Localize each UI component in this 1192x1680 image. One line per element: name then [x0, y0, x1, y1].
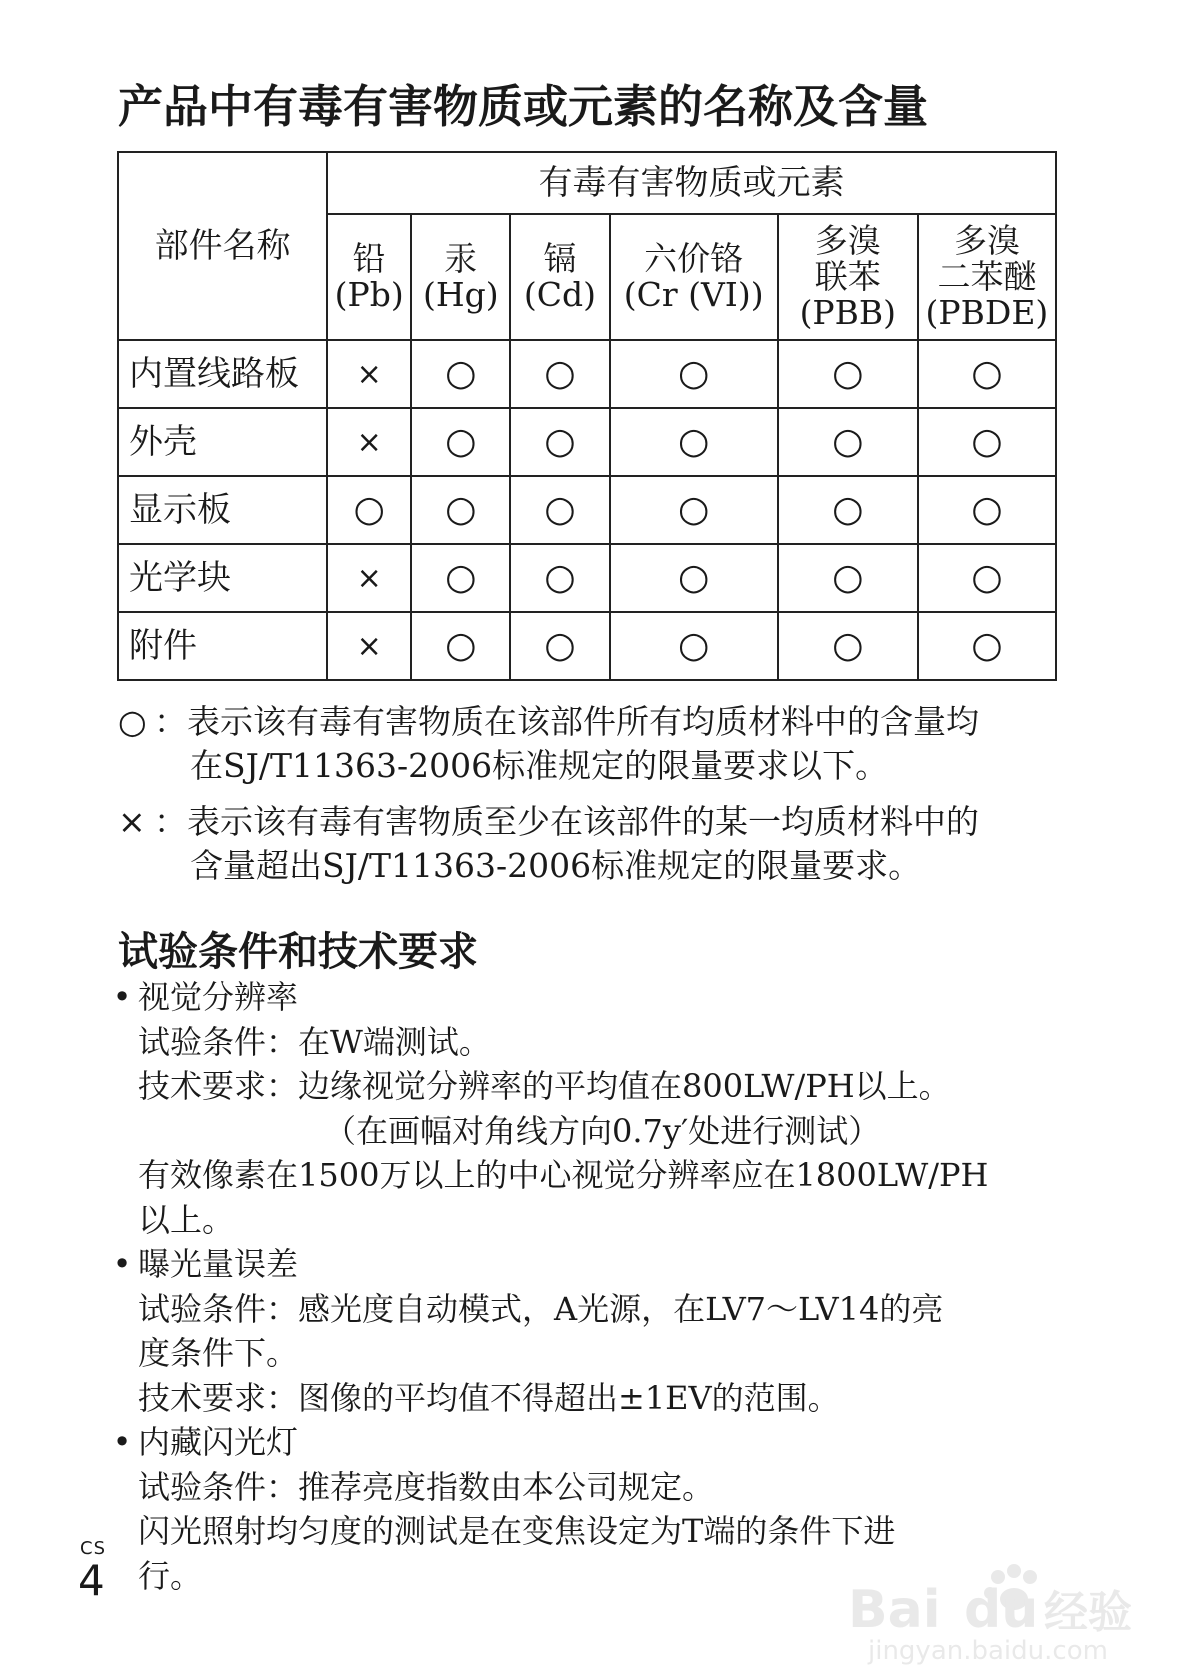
- column-name: 联苯: [814, 257, 881, 296]
- mark-cell: [610, 340, 778, 408]
- mark-cell: [510, 408, 609, 476]
- column-header-hg: [411, 214, 510, 340]
- column-name: 二苯醚: [937, 257, 1037, 296]
- mark-cell: [327, 340, 411, 408]
- spec-line: 技术要求：图像的平均值不得超出±1EV的范围。: [138, 1378, 840, 1417]
- cross-mark: ×: [356, 561, 382, 596]
- spec-line: 闪光照射均匀度的测试是在变焦设定为T端的条件下进: [138, 1512, 896, 1550]
- column-symbol: (PBB): [799, 293, 897, 332]
- mark-cell: [327, 476, 411, 544]
- column-header-pb: [327, 214, 411, 340]
- spec-line: （在画幅对角线方向0.7y′处进行测试）: [324, 1111, 881, 1150]
- mark-cell: [778, 476, 918, 544]
- mark-cell: [778, 408, 918, 476]
- bullet: •: [112, 1423, 132, 1461]
- circle-mark: ○: [353, 489, 385, 530]
- svg-text:经验: 经验: [1044, 1587, 1132, 1638]
- circle-mark: ○: [832, 557, 864, 598]
- mark-cell: [918, 476, 1056, 544]
- mark-cell: [327, 544, 411, 612]
- part-name-cell: 外壳: [118, 408, 327, 476]
- column-name: 多溴: [953, 221, 1020, 260]
- spec-list: [112, 975, 1072, 1598]
- mark-cell: [610, 544, 778, 612]
- mark-cell: [510, 612, 609, 680]
- part-name-cell: 附件: [118, 612, 327, 680]
- mark-cell: [327, 408, 411, 476]
- page-number: 4: [78, 1556, 105, 1605]
- mark-cell: [610, 408, 778, 476]
- mark-cell: [411, 340, 510, 408]
- column-name: 多溴: [814, 221, 881, 260]
- part-name-cell: 光学块: [118, 544, 327, 612]
- spec-line: 有效像素在1500万以上的中心视觉分辨率应在1800LW/PH: [138, 1156, 989, 1194]
- svg-text:du: du: [964, 1580, 1039, 1640]
- spec-item-exposure: [112, 1242, 1072, 1420]
- circle-mark: ○: [677, 421, 710, 462]
- circle-mark: ○: [677, 353, 710, 394]
- spec-heading: 视觉分辨率: [138, 978, 299, 1016]
- note-text: ：表示该有毒有害物质在该部件所有均质材料中的含量均: [154, 702, 979, 741]
- column-symbol: (Pb): [334, 275, 404, 314]
- circle-mark: ○: [677, 625, 710, 666]
- table-row: [118, 544, 1056, 612]
- part-name-header: 部件名称: [118, 152, 327, 340]
- part-name-cell: 显示板: [118, 476, 327, 544]
- column-header-cd: [510, 214, 609, 340]
- spec-line: 技术要求：边缘视觉分辨率的平均值在800LW/PH以上。: [138, 1067, 951, 1105]
- spec-line: 试验条件：推荐亮度指数由本公司规定。: [138, 1467, 715, 1506]
- circle-mark: ○: [971, 421, 1003, 462]
- circle-mark: ○: [544, 353, 576, 394]
- column-symbol: (Cr (VI)): [623, 275, 764, 314]
- circle-mark: ○: [544, 489, 576, 530]
- part-name-cell: 内置线路板: [118, 340, 327, 408]
- circle-mark: ○: [544, 557, 576, 598]
- column-header-pbde: [918, 214, 1056, 340]
- mark-cell: [610, 612, 778, 680]
- mark-cell: [918, 340, 1056, 408]
- baidu-watermark-logo: [848, 1555, 1158, 1665]
- circle-mark: ○: [832, 489, 864, 530]
- mark-cell: [411, 476, 510, 544]
- circle-mark: ○: [971, 489, 1003, 530]
- note-circle: [118, 700, 1068, 788]
- circle-mark: ○: [832, 353, 864, 394]
- note-text: 在SJ/T11363-2006标准规定的限量要求以下。: [190, 746, 889, 785]
- circle-mark: ○: [677, 557, 710, 598]
- circle-mark: ○: [445, 353, 477, 394]
- circle-mark: ○: [832, 421, 864, 462]
- mark-cell: [411, 612, 510, 680]
- mark-cell: [510, 340, 609, 408]
- mark-cell: [510, 544, 609, 612]
- spec-line: 试验条件：感光度自动模式，A光源，在LV7～LV14的亮: [138, 1289, 944, 1328]
- table-row: [118, 408, 1056, 476]
- cross-symbol: ×: [118, 802, 146, 841]
- mark-cell: [918, 544, 1056, 612]
- bullet: •: [112, 1245, 132, 1283]
- column-name: 六价铬: [644, 239, 744, 278]
- circle-mark: ○: [445, 421, 477, 462]
- mark-cell: [778, 612, 918, 680]
- spec-line: 行。: [138, 1556, 203, 1595]
- language-code: CS: [80, 1538, 106, 1559]
- table-row: [118, 612, 1056, 680]
- column-name: 铅: [352, 239, 386, 278]
- spec-line: 以上。: [138, 1200, 235, 1239]
- section-title: 试验条件和技术要求: [118, 929, 478, 975]
- column-header-cr6: [610, 214, 778, 340]
- column-symbol: (PBDE): [925, 293, 1049, 332]
- spec-line: 度条件下。: [138, 1334, 299, 1372]
- svg-text:jingyan.baidu.com: jingyan.baidu.com: [868, 1636, 1108, 1665]
- table-row: [118, 476, 1056, 544]
- circle-mark: ○: [971, 557, 1003, 598]
- circle-mark: ○: [544, 421, 576, 462]
- spec-heading: 曝光量误差: [138, 1245, 299, 1283]
- column-symbol: (Cd): [523, 275, 597, 314]
- circle-symbol: ○: [118, 702, 147, 741]
- column-name: 汞: [444, 239, 478, 278]
- circle-mark: ○: [544, 625, 576, 666]
- page-title: 产品中有毒有害物质或元素的名称及含量: [118, 80, 929, 133]
- mark-cell: [411, 544, 510, 612]
- mark-cell: [411, 408, 510, 476]
- cross-mark: ×: [356, 357, 382, 392]
- mark-cell: [778, 340, 918, 408]
- circle-mark: ○: [971, 625, 1003, 666]
- circle-mark: ○: [445, 489, 477, 530]
- mark-cell: [778, 544, 918, 612]
- cross-mark: ×: [356, 425, 382, 460]
- note-cross: [118, 800, 1068, 888]
- spec-line: 试验条件：在W端测试。: [138, 1022, 491, 1061]
- column-name: 镉: [543, 239, 577, 278]
- spec-heading: 内藏闪光灯: [138, 1423, 299, 1461]
- circle-mark: ○: [971, 353, 1003, 394]
- substance-group-header: 有毒有害物质或元素: [327, 152, 1056, 214]
- cross-mark: ×: [356, 629, 382, 664]
- column-symbol: (Hg): [422, 275, 499, 314]
- note-text: 含量超出SJ/T11363-2006标准规定的限量要求。: [190, 846, 922, 885]
- circle-mark: ○: [445, 625, 477, 666]
- note-text: ：表示该有毒有害物质至少在该部件的某一均质材料中的: [154, 802, 979, 841]
- svg-text:Bai: Bai: [848, 1580, 941, 1640]
- spec-item-resolution: [112, 975, 1072, 1242]
- mark-cell: [327, 612, 411, 680]
- circle-mark: ○: [445, 557, 477, 598]
- column-header-pbb: [778, 214, 918, 340]
- mark-cell: [918, 408, 1056, 476]
- bullet: •: [112, 978, 132, 1016]
- table-row: [118, 340, 1056, 408]
- mark-cell: [510, 476, 609, 544]
- hazardous-substances-table: [117, 151, 1057, 681]
- mark-cell: [918, 612, 1056, 680]
- circle-mark: ○: [677, 489, 710, 530]
- mark-cell: [610, 476, 778, 544]
- circle-mark: ○: [832, 625, 864, 666]
